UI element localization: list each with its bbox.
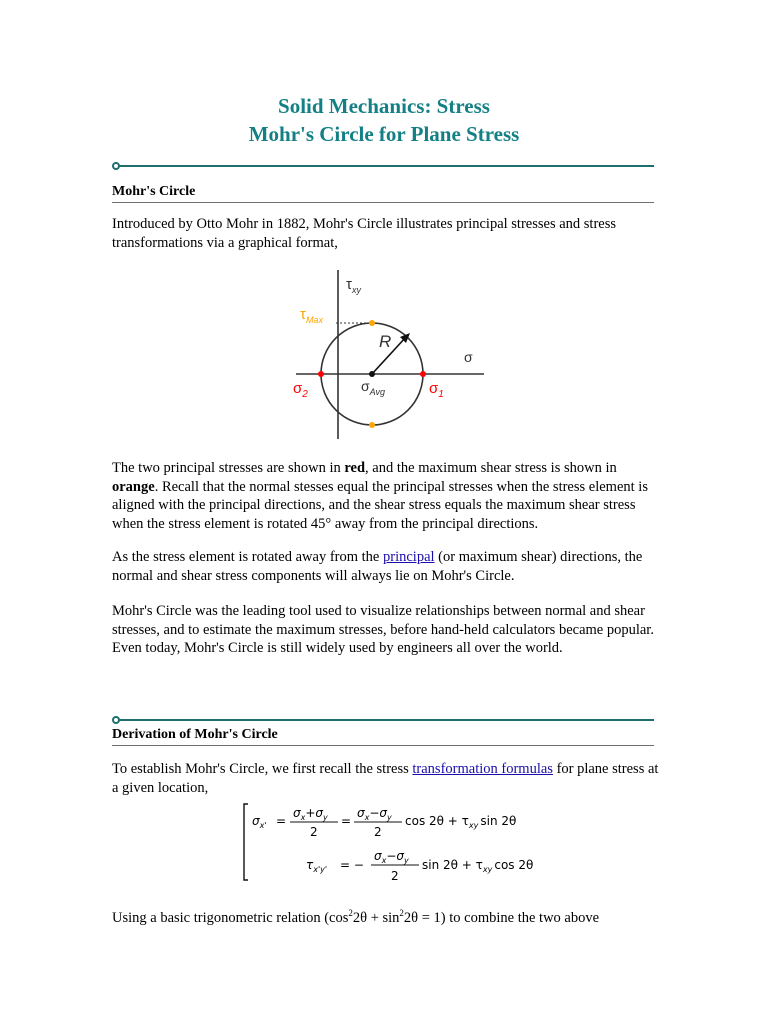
svg-text:2: 2 — [310, 825, 318, 839]
trig-relation-paragraph: Using a basic trigonometric relation $(\cos^22\theta + \sin^22\theta = 1)$ to combine the two above — [112, 908, 600, 926]
section-heading-mohrs-circle: Mohr's Circle — [112, 184, 196, 199]
svg-text:cos 2θ + τxysin 2θ: $\cos 2\theta + \tau_{xy}$ sin 2θ — [405, 814, 517, 830]
equation-brace — [244, 804, 248, 880]
tau-xy-prime-equation — [306, 849, 533, 883]
sigma-2-label: $\sigma_2$ — [293, 380, 308, 400]
principal-point-2 — [318, 371, 324, 377]
svg-text:σx−σy: $\sigma_x-\sigma_y$ — [374, 849, 409, 865]
sigma-x-prime-equation — [252, 806, 516, 839]
transformation-formulas-link[interactable]: transformation formulas — [412, 761, 553, 777]
page-title-line-2: Mohr's Circle for Plane Stress — [248, 122, 520, 146]
svg-text:= −: = − — [340, 858, 364, 872]
heading-rule — [112, 202, 654, 203]
svg-text:2: 2 — [374, 825, 382, 839]
tau-max-label: $\tau_{Max}$ — [300, 306, 323, 325]
sigma-axis-label: σ — [464, 349, 473, 365]
max-shear-point-bottom — [369, 422, 375, 428]
page-title — [0, 92, 768, 148]
mohrs-circle-diagram — [288, 265, 498, 443]
svg-text:sin 2θ + τxycos 2θ: $\sin 2\theta + \tau_{xy}$ cos 2θ — [422, 858, 534, 874]
transformation-equations — [238, 800, 538, 886]
principal-link[interactable]: principal — [383, 549, 435, 565]
max-shear-point-top — [369, 320, 375, 326]
svg-text:σx+σy: $\sigma_x+\sigma_y$ — [293, 806, 328, 822]
principal-point-1 — [420, 371, 426, 377]
svg-text:τx'y': $\tau_{x'y'}$ — [306, 858, 328, 874]
intro-paragraph: Introduced by Otto Mohr in 1882, Mohr's Circle illustrates principal stresses and stress transformations via a graphical format, — [112, 216, 616, 251]
svg-text:σx−σy: $\sigma_x-\sigma_y$ — [357, 806, 392, 822]
section-divider — [112, 161, 654, 171]
sigma-avg-label: $\sigma_{Avg}$ — [361, 378, 385, 397]
rotation-paragraph: As the stress element is rotated away from the principal (or maximum shear) directions, the normal and shear stress components will always lie on Mohr's Circle. — [112, 549, 643, 584]
principal-stress-paragraph: The two principal stresses are shown in red, and the maximum shear stress is shown in orange. Recall that the normal stesses equal the principal stresses when the stress element is aligned with the principal directions, and the shear stress equals the maximum shear stress when the stress element is rotated 45° away from the principal directions. — [112, 460, 648, 532]
radius-label: R — [379, 332, 392, 351]
orange-keyword: orange — [112, 478, 155, 495]
heading-rule — [112, 745, 654, 746]
sigma-1-label: $\sigma_1$ — [429, 380, 444, 400]
red-keyword: red — [344, 460, 366, 476]
page-title-line-1: Solid Mechanics: Stress — [278, 94, 490, 118]
svg-text:σx': $\sigma_{x'}$ — [252, 814, 267, 830]
derivation-intro-paragraph: To establish Mohr's Circle, we first recall the stress transformation formulas for plane stress at a given location, — [112, 761, 659, 796]
svg-text:=: = — [341, 814, 352, 828]
center-point — [369, 371, 375, 377]
history-paragraph: Mohr's Circle was the leading tool used to visualize relationships between normal and shear stresses, and to estimate the maximum stresses, before hand-held calculators became popular. Even today, Mohr's Circle is still widely used by engineers all over the world. — [112, 603, 654, 656]
section-heading-derivation: Derivation of Mohr's Circle — [112, 727, 278, 742]
section-divider — [112, 715, 654, 725]
tau-xy-label: $\tau_{xy}$ — [346, 276, 361, 295]
svg-text:=: = — [276, 814, 287, 828]
svg-text:2: 2 — [391, 869, 399, 883]
